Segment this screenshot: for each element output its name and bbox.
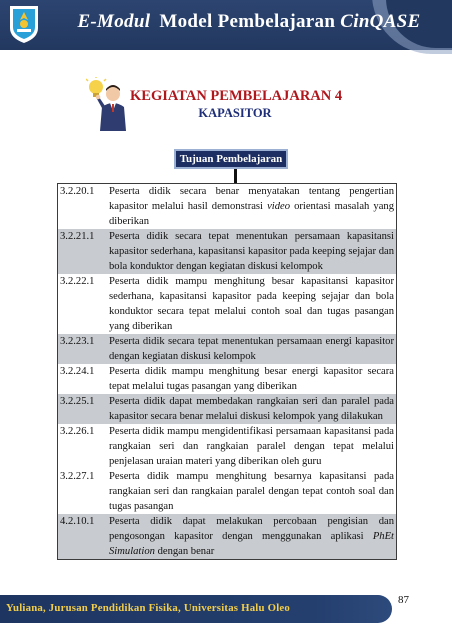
objective-row (58, 334, 396, 364)
objective-text: Peserta didik secara benar menyatakan tentang pengertian kapasitor melalui hasil demonstrasi video orientasi masalah yang diberikan (109, 186, 394, 227)
module-title-mid: Model Pembelajaran (159, 11, 336, 32)
connector-line (234, 169, 237, 183)
objective-row (58, 394, 396, 424)
objective-code: 3.2.27.1 (60, 471, 95, 482)
objective-row (58, 469, 396, 514)
objective-code: 4.2.10.1 (60, 516, 95, 527)
objective-code: 3.2.26.1 (60, 426, 95, 437)
objective-text (109, 514, 394, 559)
module-title-italic: E-Modul (77, 11, 151, 32)
objective-text-part: dengan benar (154, 546, 215, 557)
objective-row (58, 514, 396, 559)
activity-title: KEGIATAN PEMBELAJARAN 4 (130, 88, 343, 104)
objective-text-part: Peserta didik dapat melakukan percobaan pengisian dan pengosongan kapasitor dengan menggunakan aplikasi (109, 516, 394, 542)
footer-credit: Yuliana, Jurusan Pendidikan Fisika, Universitas Halu Oleo (6, 602, 290, 614)
objective-code: 3.2.22.1 (60, 276, 95, 287)
page-header (0, 0, 452, 50)
objectives-table (57, 183, 397, 560)
objective-text-italic: PhEt Simulation (109, 531, 394, 557)
teacher-lightbulb-illustration-icon (86, 77, 132, 131)
objective-text: Peserta didik mampu mengidentifikasi persamaan kapasitansi pada rangkaian seri dan rangkaian paralel dengan tepat melalui penjelasan uraian materi yang diberikan oleh guru (109, 426, 394, 467)
objective-code: 3.2.24.1 (60, 366, 95, 377)
objective-row (58, 424, 396, 469)
objective-text: Peserta didik dapat membedakan rangkaian seri dan paralel pada kapasitor secara benar melalui diskusi kelompok yang dilakukan (109, 396, 394, 422)
objective-row (58, 229, 396, 274)
objective-code: 3.2.21.1 (60, 231, 95, 242)
module-title (54, 11, 444, 33)
activity-subtitle: KAPASITOR (198, 106, 272, 120)
objective-row (58, 274, 396, 334)
objective-row (58, 184, 396, 229)
objective-code: 3.2.25.1 (60, 396, 95, 407)
tut-wuri-handayani-logo-icon (6, 4, 42, 44)
objective-text: Peserta didik secara tepat menentukan persamaan kapasitansi kapasitor sederhana, kapasitansi kapasitor pada keeping sejajar dan bola konduktor dengan kegiatan diskusi kelompok (109, 231, 394, 272)
objective-text: Peserta didik mampu menghitung besarnya kapasitansi pada rangkaian seri dan rangkaian paralel dengan tepat contoh soal dan tugas pasangan (109, 471, 394, 512)
objective-code: 3.2.23.1 (60, 336, 95, 347)
objective-text: Peserta didik mampu menghitung besar kapasitansi kapasitor sederhana, kapasitansi kapasitor pada keeping sejajar dan bola konduktor secara tepat melalui contoh soal dan tugas pasangan yang diberikan (109, 276, 394, 332)
page-number: 87 (398, 594, 409, 606)
objective-code: 3.2.20.1 (60, 186, 95, 197)
module-title-end: CinQASE (340, 11, 421, 32)
learning-objectives-label: Tujuan Pembelajaran (174, 149, 288, 169)
objective-text: Peserta didik mampu menghitung besar energi kapasitor secara tepat melalui tugas pasangan yang diberikan (109, 366, 394, 392)
objective-row (58, 364, 396, 394)
objective-text: Peserta didik secara tepat menentukan persamaan energi kapasitor dengan kegiatan diskusi kelompok (109, 336, 394, 362)
